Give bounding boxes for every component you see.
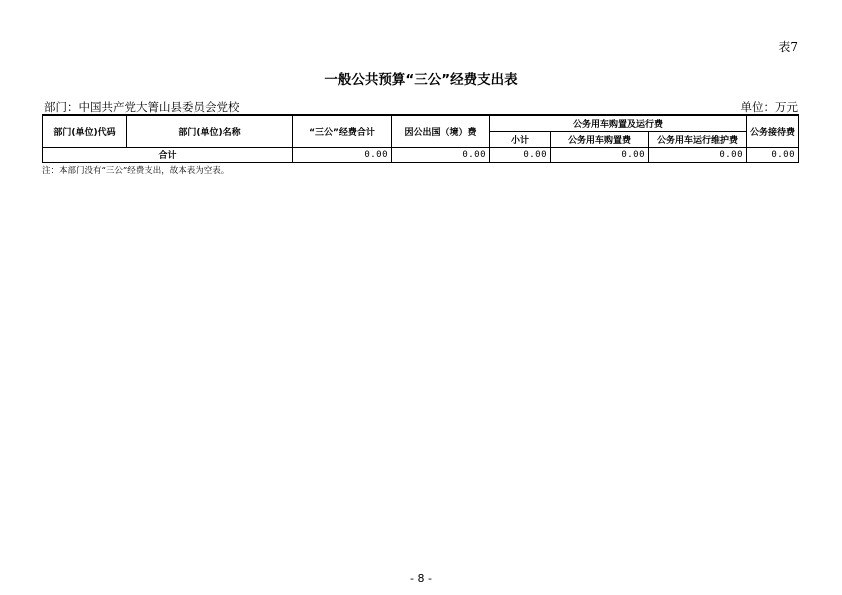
- header-subtotal: 小计: [490, 131, 551, 147]
- cell-vehicle-operation: 0.00: [649, 147, 747, 162]
- table-number: 表7: [778, 40, 798, 54]
- header-vehicle-purchase: 公务用车购置费: [551, 131, 649, 147]
- cell-abroad: 0.00: [392, 147, 490, 162]
- cell-subtotal: 0.00: [490, 147, 551, 162]
- table-note: 注：本部门没有“三公”经费支出，故本表为空表。: [42, 166, 230, 176]
- page-title: 一般公共预算“三公”经费支出表: [324, 72, 518, 88]
- header-vehicle-operation: 公务用车运行维护费: [649, 131, 747, 147]
- header-sangong-total: “三公”经费合计: [293, 115, 392, 147]
- department-label: 部门：中国共产党大箐山县委员会党校: [44, 100, 240, 114]
- header-dept-name: 部门(单位)名称: [127, 115, 293, 147]
- expense-table: [42, 114, 799, 163]
- page-number: - 8 -: [410, 572, 432, 585]
- header-dept-code: 部门(单位)代码: [43, 115, 127, 147]
- header-abroad: 因公出国（境）费: [392, 115, 490, 147]
- cell-vehicle-purchase: 0.00: [551, 147, 649, 162]
- cell-sangong-total: 0.00: [293, 147, 392, 162]
- cell-reception: 0.00: [747, 147, 799, 162]
- table-row: [43, 147, 799, 162]
- unit-label: 单位：万元: [740, 100, 798, 114]
- header-reception: 公务接待费: [747, 115, 799, 147]
- total-label: 合计: [43, 147, 293, 162]
- header-vehicle-group: 公务用车购置及运行费: [490, 115, 747, 131]
